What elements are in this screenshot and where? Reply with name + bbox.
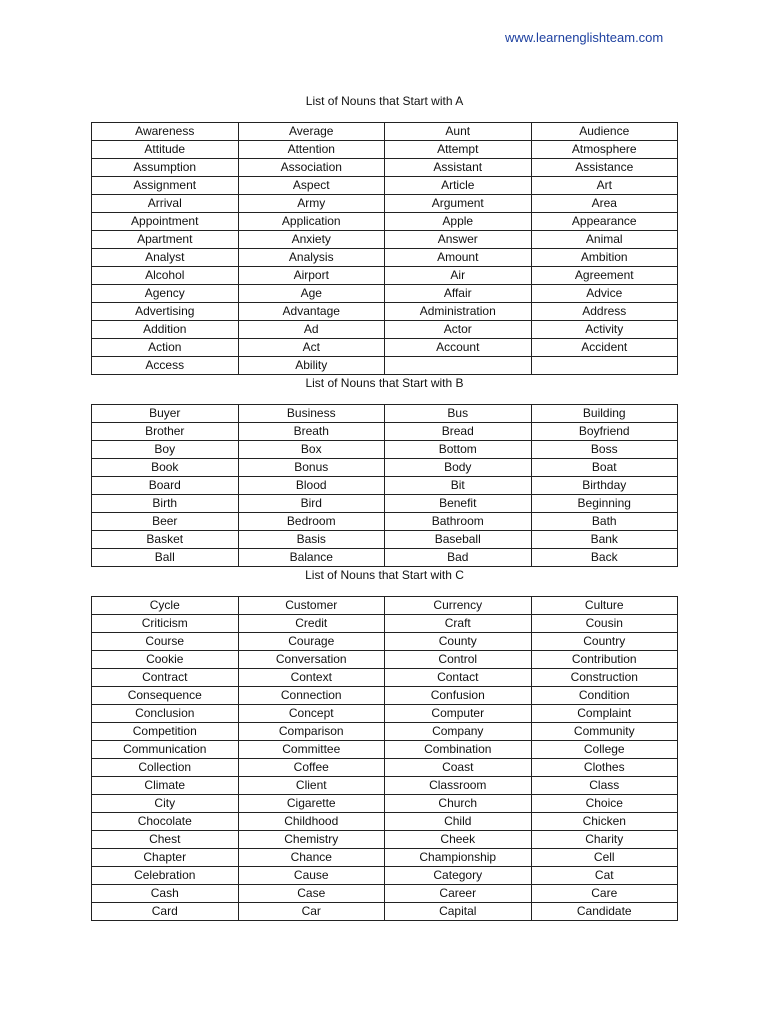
table-row [92,195,678,213]
table-cell: Chemistry [238,831,385,849]
table-cell: Blood [238,477,385,495]
table-cell: Bonus [238,459,385,477]
table-cell: Customer [238,597,385,615]
table-cell: Choice [531,795,678,813]
table-cell: Bottom [385,441,532,459]
table-cell: Child [385,813,532,831]
table-cell: Access [92,357,239,375]
table-cell: Attitude [92,141,239,159]
table-cell: Age [238,285,385,303]
table-row [92,495,678,513]
table-cell: Cash [92,885,239,903]
table-cell: Ball [92,549,239,567]
table-cell: Book [92,459,239,477]
table-cell: Analyst [92,249,239,267]
table-row [92,669,678,687]
table-row [92,795,678,813]
table-cell: Care [531,885,678,903]
table-row [92,303,678,321]
table-cell: Celebration [92,867,239,885]
table-row [92,405,678,423]
table-cell: Ability [238,357,385,375]
table-cell: Committee [238,741,385,759]
table-cell: Beer [92,513,239,531]
table-cell: Buyer [92,405,239,423]
table-cell: Competition [92,723,239,741]
table-cell: Boss [531,441,678,459]
nouns-table-b [91,404,678,567]
table-cell: Contribution [531,651,678,669]
table-cell: Contract [92,669,239,687]
table-row [92,813,678,831]
table-cell: Act [238,339,385,357]
table-cell: Arrival [92,195,239,213]
table-cell: Anxiety [238,231,385,249]
table-cell: Case [238,885,385,903]
table-cell: Appearance [531,213,678,231]
table-cell: Conversation [238,651,385,669]
table-row [92,321,678,339]
table-cell: Amount [385,249,532,267]
table-cell: Activity [531,321,678,339]
table-cell: Coast [385,759,532,777]
section-title-c: List of Nouns that Start with C [305,568,464,582]
table-cell: Complaint [531,705,678,723]
table-row [92,651,678,669]
table-row [92,231,678,249]
table-cell: Answer [385,231,532,249]
table-row [92,867,678,885]
table-cell: College [531,741,678,759]
table-cell: Chocolate [92,813,239,831]
table-cell: Actor [385,321,532,339]
table-cell: Art [531,177,678,195]
table-cell: Argument [385,195,532,213]
section-title-b: List of Nouns that Start with B [305,376,464,390]
table-row [92,123,678,141]
table-cell: Association [238,159,385,177]
table-cell: Audience [531,123,678,141]
table-row [92,423,678,441]
table-cell: Addition [92,321,239,339]
table-cell: Article [385,177,532,195]
table-cell [385,357,532,375]
table-cell: Bit [385,477,532,495]
nouns-table-body [92,597,678,921]
table-cell: Coffee [238,759,385,777]
table-cell: Bathroom [385,513,532,531]
table-cell: Childhood [238,813,385,831]
table-cell: Church [385,795,532,813]
table-cell: Business [238,405,385,423]
table-cell: Community [531,723,678,741]
table-row [92,831,678,849]
table-row [92,633,678,651]
table-cell: Charity [531,831,678,849]
table-cell: Ambition [531,249,678,267]
table-cell: Climate [92,777,239,795]
table-cell: Board [92,477,239,495]
table-cell: Card [92,903,239,921]
table-cell: Airport [238,267,385,285]
table-cell: Criticism [92,615,239,633]
table-row [92,177,678,195]
table-row [92,159,678,177]
table-row [92,849,678,867]
table-row [92,441,678,459]
table-cell: Bird [238,495,385,513]
table-cell: Apartment [92,231,239,249]
table-cell: Body [385,459,532,477]
table-cell: Back [531,549,678,567]
table-cell: Basket [92,531,239,549]
table-row [92,885,678,903]
table-cell: Address [531,303,678,321]
table-cell: Currency [385,597,532,615]
table-row [92,339,678,357]
table-row [92,903,678,921]
table-cell: Basis [238,531,385,549]
nouns-table-c [91,596,678,921]
section-nouns-a [91,92,678,375]
table-cell: Agency [92,285,239,303]
table-row [92,513,678,531]
table-cell: Combination [385,741,532,759]
table-cell: Cousin [531,615,678,633]
table-row [92,597,678,615]
table-cell: Area [531,195,678,213]
table-cell: Country [531,633,678,651]
table-cell: Appointment [92,213,239,231]
table-cell: Beginning [531,495,678,513]
table-row [92,741,678,759]
table-cell: Affair [385,285,532,303]
table-cell: Condition [531,687,678,705]
table-cell: Box [238,441,385,459]
table-cell: Alcohol [92,267,239,285]
table-cell: Cycle [92,597,239,615]
table-cell: Cigarette [238,795,385,813]
table-cell: Course [92,633,239,651]
table-cell: Career [385,885,532,903]
table-cell: Balance [238,549,385,567]
table-cell: Assistant [385,159,532,177]
table-cell: Contact [385,669,532,687]
table-cell: Championship [385,849,532,867]
table-cell: Application [238,213,385,231]
table-cell: Birthday [531,477,678,495]
table-cell: Agreement [531,267,678,285]
table-cell: Boat [531,459,678,477]
table-cell: Connection [238,687,385,705]
table-cell: Bedroom [238,513,385,531]
table-cell: Communication [92,741,239,759]
table-cell: Client [238,777,385,795]
table-row [92,615,678,633]
table-cell: Awareness [92,123,239,141]
table-cell: Assumption [92,159,239,177]
table-cell: City [92,795,239,813]
table-cell: Apple [385,213,532,231]
table-row [92,213,678,231]
table-cell: Advertising [92,303,239,321]
table-cell: Assistance [531,159,678,177]
table-cell: Control [385,651,532,669]
table-row [92,777,678,795]
table-cell: Attempt [385,141,532,159]
table-cell: Cookie [92,651,239,669]
table-cell: Animal [531,231,678,249]
table-cell: Air [385,267,532,285]
table-cell: Courage [238,633,385,651]
table-cell: Average [238,123,385,141]
table-cell: Chicken [531,813,678,831]
table-cell: Aspect [238,177,385,195]
table-cell: Class [531,777,678,795]
table-row [92,549,678,567]
table-cell: Computer [385,705,532,723]
table-cell: Chance [238,849,385,867]
table-row [92,687,678,705]
table-row [92,459,678,477]
table-cell: Account [385,339,532,357]
table-cell: Brother [92,423,239,441]
table-cell: Context [238,669,385,687]
table-cell: Assignment [92,177,239,195]
nouns-table-body [92,405,678,567]
table-cell: Cat [531,867,678,885]
table-cell: Advantage [238,303,385,321]
section-title-a: List of Nouns that Start with A [305,94,464,108]
table-cell: Advice [531,285,678,303]
table-cell: Accident [531,339,678,357]
table-cell: Analysis [238,249,385,267]
table-row [92,477,678,495]
section-nouns-b [91,374,678,567]
table-row [92,141,678,159]
table-row [92,531,678,549]
table-cell: Conclusion [92,705,239,723]
table-cell: Action [92,339,239,357]
table-cell [531,357,678,375]
website-url[interactable]: www.learnenglishteam.com [505,30,664,45]
section-nouns-c [91,566,678,921]
table-cell: Culture [531,597,678,615]
table-cell: Company [385,723,532,741]
table-cell: Boy [92,441,239,459]
table-cell: Chapter [92,849,239,867]
table-cell: Confusion [385,687,532,705]
table-cell: Bad [385,549,532,567]
table-cell: Comparison [238,723,385,741]
table-cell: Collection [92,759,239,777]
table-cell: Birth [92,495,239,513]
table-cell: Atmosphere [531,141,678,159]
table-cell: Car [238,903,385,921]
table-cell: Ad [238,321,385,339]
table-cell: Concept [238,705,385,723]
table-cell: Aunt [385,123,532,141]
table-cell: Chest [92,831,239,849]
table-cell: Cell [531,849,678,867]
table-cell: Consequence [92,687,239,705]
table-cell: Breath [238,423,385,441]
table-cell: Boyfriend [531,423,678,441]
table-cell: Construction [531,669,678,687]
table-cell: Candidate [531,903,678,921]
table-cell: Bath [531,513,678,531]
table-cell: Bus [385,405,532,423]
table-cell: Craft [385,615,532,633]
nouns-table-a [91,122,678,375]
table-cell: Category [385,867,532,885]
table-cell: Benefit [385,495,532,513]
table-cell: Credit [238,615,385,633]
table-row [92,285,678,303]
table-cell: Attention [238,141,385,159]
table-cell: Cheek [385,831,532,849]
table-cell: Bread [385,423,532,441]
table-row [92,705,678,723]
table-cell: Cause [238,867,385,885]
table-row [92,249,678,267]
nouns-table-body [92,123,678,375]
table-row [92,357,678,375]
table-cell: Clothes [531,759,678,777]
table-cell: County [385,633,532,651]
table-row [92,267,678,285]
table-cell: Capital [385,903,532,921]
table-cell: Bank [531,531,678,549]
table-cell: Army [238,195,385,213]
table-cell: Administration [385,303,532,321]
table-row [92,759,678,777]
table-row [92,723,678,741]
table-cell: Building [531,405,678,423]
table-cell: Baseball [385,531,532,549]
table-cell: Classroom [385,777,532,795]
